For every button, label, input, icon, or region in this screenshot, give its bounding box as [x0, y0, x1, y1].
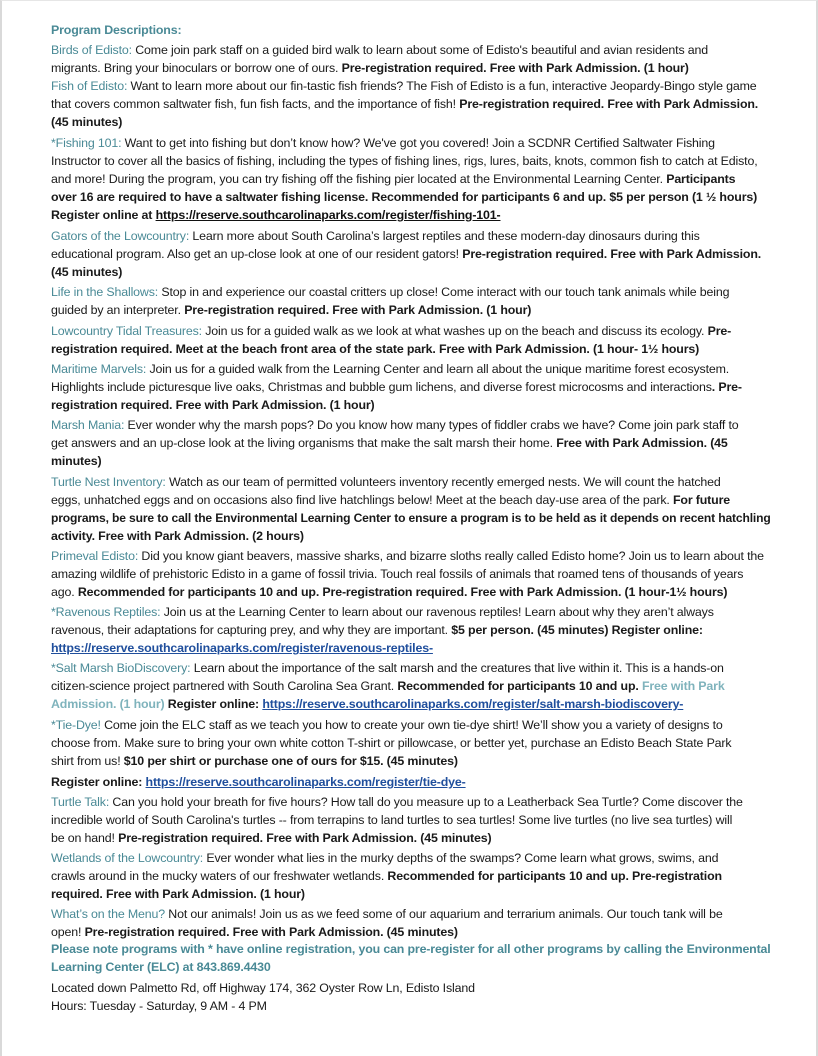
text-line [51, 924, 458, 940]
body-text: Located down Palmetto Rd, off Highway 174, 362 Oyster Row Ln, Edisto Island [51, 981, 475, 995]
registration-link[interactable]: https://reserve.southcarolinaparks.com/register/ravenous-reptiles- [51, 641, 433, 655]
body-text: Come join park staff on a guided bird walk to learn about some of Edisto's beautiful and avian residents and [131, 43, 709, 57]
body-text: ravenous, their adaptations for capturing prey, and why they are important. [51, 623, 452, 637]
text-line [51, 735, 731, 751]
body-text: Come join the ELC staff as we teach you how to create your own tie-dye shirt! We’ll show you a variety of designs to [100, 718, 723, 732]
section-heading: Program Descriptions: [51, 23, 182, 37]
text-line [51, 284, 729, 300]
program-title: Marsh Mania: [51, 418, 125, 432]
text-line [51, 980, 475, 996]
body-text: ago. [51, 585, 78, 599]
text-line [51, 998, 267, 1014]
text-line [51, 717, 723, 733]
body-text: crawls around in the mucky waters of our freshwater wetlands. [51, 869, 388, 883]
body-text: Join us for a guided walk as we look at what washes up on the beach and discuss its ecology. [201, 324, 708, 338]
text-line [51, 189, 757, 205]
text-line [51, 566, 743, 582]
program-title: Maritime Marvels: [51, 362, 147, 376]
text-line [51, 341, 699, 357]
text-line [51, 42, 708, 58]
bold-text: Recommended for participants 10 and up. Pre-registration [387, 869, 722, 883]
body-text: Join us at the Learning Center to learn about our ravenous reptiles! Learn about why they aren’t always [160, 605, 714, 619]
text-line [51, 379, 742, 395]
program-title: Gators of the Lowcountry: [51, 229, 190, 243]
body-text: Join us for a guided walk from the Learning Center and learn all about the unique maritime forest ecosystem. [146, 362, 730, 376]
body-text: Did you know giant beavers, massive sharks, and bizarre sloths really called Edisto home? Join us to learn about the [138, 549, 764, 563]
bold-text: Recommended for participants 10 and up. Pre-registration required. Free with Park Admission. (1 hour-1½ hours) [77, 585, 728, 599]
body-text: Instructor to cover all the basics of fishing, including the types of fishing lines, rigs, lures, baits, knots, common fish to catch at Edisto, [51, 154, 758, 168]
bold-text: $5 per person. (45 minutes) Register online: [451, 623, 703, 637]
note-text: Please note programs with * have online registration, you can pre-register for all other programs by calling the Environmental [51, 942, 771, 956]
bold-text: Register online: [51, 775, 146, 789]
bold-text: Pre-registration required. Free with Park Admission. (1 hour) [341, 61, 689, 75]
program-title: Fish of Edisto: [51, 79, 128, 93]
text-line [51, 906, 723, 922]
program-title: Life in the Shallows: [51, 285, 159, 299]
bold-text: registration required. Free with Park Admission. (1 hour) [51, 398, 375, 412]
bold-text: activity. Free with Park Admission. (2 hours) [51, 529, 304, 543]
body-text: Learn more about South Carolina’s largest reptiles and these modern-day dinosaurs during this [189, 229, 700, 243]
text-line [51, 397, 375, 413]
text-line [51, 435, 728, 451]
registration-link[interactable]: https://reserve.southcarolinaparks.com/register/salt-marsh-biodiscovery- [262, 697, 684, 711]
text-line [51, 660, 724, 676]
body-text: Can you hold your breath for five hours? How tall do you measure up to a Leatherback Sea Turtle? Come discover the [109, 795, 743, 809]
body-text: shirt from us! [51, 754, 124, 768]
body-text: citizen-science project partnered with South Carolina Sea Grant. [51, 679, 398, 693]
body-text: Want to get into fishing but don’t know how? We've got you covered! Join a SCDNR Certified Saltwater Fishing [121, 136, 715, 150]
note-text: Learning Center (ELC) at 843.869.4430 [51, 960, 271, 974]
bold-text: . Pre- [711, 380, 742, 394]
text-line [51, 753, 458, 769]
body-text: Learn about the importance of the salt marsh and the creatures that live within it. This is a hands-on [190, 661, 724, 675]
program-title: *Salt Marsh BioDiscovery: [51, 661, 191, 675]
text-line [51, 548, 764, 564]
bold-text: registration required. Meet at the beach front area of the state park. Free with Park Admission. (1 hour- 1½ hours) [51, 342, 700, 356]
bold-text: Pre- [707, 324, 732, 338]
text-line [51, 794, 743, 810]
program-title: *Ravenous Reptiles: [51, 605, 161, 619]
text-line [51, 640, 433, 656]
text-line [51, 941, 771, 957]
body-text: guided by an interpreter. [51, 303, 185, 317]
text-line [51, 302, 531, 318]
text-line [51, 153, 758, 169]
body-text: open! [51, 925, 85, 939]
text-line [51, 868, 722, 884]
bold-text: Pre-registration required. Free with Park Admission. [459, 97, 759, 111]
text-line [51, 60, 689, 76]
bold-text: $10 per shirt or purchase one of ours for $15. (45 minutes) [123, 754, 458, 768]
text-line [51, 361, 729, 377]
text-line [51, 584, 727, 600]
program-title: What’s on the Menu? [51, 907, 166, 921]
program-title: Wetlands of the Lowcountry: [51, 851, 204, 865]
body-text: that covers common saltwater fish, fun fish facts, and the importance of fish! [51, 97, 460, 111]
registration-link[interactable]: https://reserve.southcarolinaparks.com/register/fishing-101- [155, 208, 501, 222]
body-text: Ever wonder what lies in the murky depths of the swamps? Come learn what grows, swims, and [203, 851, 719, 865]
text-line [51, 246, 761, 262]
program-title: Primeval Edisto: [51, 549, 139, 563]
text-line [51, 850, 718, 866]
bold-text: For future [672, 493, 730, 507]
body-text: Ever wonder why the marsh pops? Do you know how many types of fiddler crabs we have? Come join park staff to [124, 418, 739, 432]
text-line [51, 604, 714, 620]
bold-text: Register online at [51, 208, 156, 222]
program-title: Lowcountry Tidal Treasures: [51, 324, 202, 338]
text-line [51, 135, 715, 151]
body-text: Want to learn more about our fin-tastic fish friends? The Fish of Edisto is a fun, interactive Jeopardy-Bingo style game [127, 79, 757, 93]
body-text: amazing wildlife of prehistoric Edisto in a game of fossil trivia. Touch real fossils of animals that roamed tens of thousands of years [51, 567, 744, 581]
program-title: *Fishing 101: [51, 136, 122, 150]
body-text: educational program. Also get an up-close look at one of our resident gators! [51, 247, 463, 261]
bold-text: Recommended for participants 10 and up. [397, 679, 642, 693]
text-line [51, 453, 101, 469]
text-line [51, 474, 721, 490]
body-text: Watch as our team of permitted volunteers inventory recently emerged nests. We will count the hatched [165, 475, 721, 489]
bold-text: Pre-registration required. Free with Park Admission. (45 minutes) [84, 925, 458, 939]
text-line [51, 812, 732, 828]
text-line [51, 264, 122, 280]
body-text: Hours: Tuesday - Saturday, 9 AM - 4 PM [51, 999, 267, 1013]
text-line [51, 417, 739, 433]
body-text: choose from. Make sure to bring your own white cotton T-shirt or pillowcase, or better yet, purchase an Edisto Beach State Park [51, 736, 732, 750]
text-line [51, 323, 731, 339]
bold-text: (45 minutes) [51, 115, 123, 129]
body-text: incredible world of South Carolina's turtles -- from terrapins to land turtles to sea turtles! Some live turtles (no live sea turtles) will [51, 813, 733, 827]
text-line [51, 492, 730, 508]
text-line [51, 510, 771, 526]
bold-text: Pre-registration required. Free with Park Admission. [462, 247, 762, 261]
registration-link[interactable]: https://reserve.southcarolinaparks.com/register/tie-dye- [145, 775, 466, 789]
body-text: migrants. Bring your binoculars or borrow one of ours. [51, 61, 342, 75]
text-line [51, 171, 735, 187]
text-line [51, 774, 466, 790]
highlight-text: Admission. (1 hour) [51, 697, 165, 711]
text-line [51, 678, 725, 694]
text-line [51, 114, 122, 130]
text-line [51, 959, 271, 975]
bold-text: minutes) [51, 454, 102, 468]
bold-text: Register online: [164, 697, 263, 711]
program-title: Turtle Talk: [51, 795, 110, 809]
program-title: Turtle Nest Inventory: [51, 475, 166, 489]
highlight-text: Free with Park [641, 679, 725, 693]
bold-text: (45 minutes) [51, 265, 123, 279]
text-line [51, 528, 304, 544]
program-title: Birds of Edisto: [51, 43, 132, 57]
body-text: get answers and an up-close look at the living organisms that make the salt marsh their home. [51, 436, 557, 450]
text-line [51, 78, 757, 94]
text-line [51, 207, 501, 223]
bold-text: Pre-registration required. Free with Park Admission. (45 minutes) [118, 831, 492, 845]
body-text: Stop in and experience our coastal critters up close! Come interact with our touch tank animals while being [158, 285, 730, 299]
bold-text: Pre-registration required. Free with Park Admission. (1 hour) [184, 303, 532, 317]
text-line [51, 696, 683, 712]
text-line [51, 96, 758, 112]
text-line [51, 622, 703, 638]
text-line [51, 830, 491, 846]
bold-text: required. Free with Park Admission. (1 hour) [51, 887, 305, 901]
bold-text: programs, be sure to call the Environmental Learning Center to ensure a program is to be held as it depends on recent hatchling [51, 511, 771, 525]
bold-text: Free with Park Admission. (45 [556, 436, 728, 450]
body-text: Not our animals! Join us as we feed some of our aquarium and terrarium animals. Our touch tank will be [165, 907, 723, 921]
text-line [51, 886, 305, 902]
text-line [51, 228, 700, 244]
program-title: *Tie-Dye! [51, 718, 101, 732]
body-text: be on hand! [51, 831, 119, 845]
body-text: Highlights include picturesque live oaks, Christmas and bubble gum lichens, and diverse forest microcosms and interactions [51, 380, 712, 394]
body-text: eggs, unhatched eggs and on occasions also find live hatchlings below! Meet at the beach day-use area of the park. [51, 493, 673, 507]
body-text: and more! During the program, you can try fishing off the fishing pier located at the Environmental Learning Center. [51, 172, 667, 186]
bold-text: Participants [666, 172, 736, 186]
bold-text: over 16 are required to have a saltwater fishing license. Recommended for participants 6 and up. $5 per person (1 ½ hours) [51, 190, 758, 204]
